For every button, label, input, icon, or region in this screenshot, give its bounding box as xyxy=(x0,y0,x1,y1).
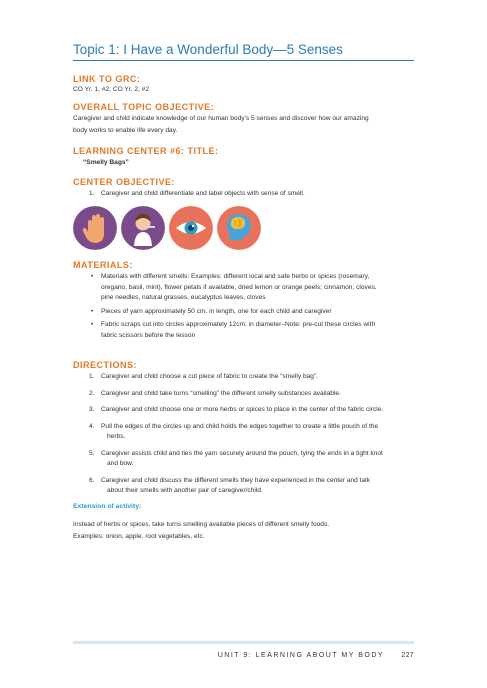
extension-heading: Extension of activity: xyxy=(73,503,142,510)
brain-head-icon xyxy=(217,206,261,250)
extension-line-2: Examples: onion, apple, root vegetables, etc. xyxy=(73,533,205,540)
overall-objective-line-2: body works to enable life every day. xyxy=(73,127,178,134)
link-to-grc-text: CO Yr. 1, #2; CO Yr. 2, #2 xyxy=(73,86,149,93)
learning-center-heading: LEARNING CENTER #6: TITLE: xyxy=(73,146,219,156)
materials-list xyxy=(83,272,413,341)
footer-unit-title: UNIT 9: LEARNING ABOUT MY BODY xyxy=(217,652,384,659)
directions-list xyxy=(83,372,413,497)
learning-center-title: “Smelly Bags” xyxy=(83,159,129,166)
eye-icon xyxy=(169,206,213,250)
footer-divider xyxy=(73,641,414,644)
list-item: • Materials with different smells: Examples: different local and safe herbs or spices (rosemary, oregano, basil, mint), flower petals if available, dried lemon or orange peels; cinnamon, cloves, pine needles, natural grasses, eucalyptus leaves, cloves xyxy=(91,273,377,301)
list-item: • Fabric scraps cut into circles approximately 12cm. in diameter–Note: pre-cut these circles with fabric scissors before the lesson xyxy=(91,321,376,339)
center-objective-heading: CENTER OBJECTIVE: xyxy=(73,177,176,187)
extension-line-1: Instead of herbs or spices, take turns smelling available pieces of different smelly foods. xyxy=(73,521,330,528)
list-item: 6. Caregiver and child discuss the different smells they have experienced in the center and talk about their smells with another pair of caregiver/child. xyxy=(89,476,370,494)
overall-objective-line-1: Caregiver and child indicate knowledge of our human body’s 5 senses and discover how our amazing xyxy=(73,115,369,122)
overall-objective-heading: OVERALL TOPIC OBJECTIVE: xyxy=(73,102,215,112)
materials-heading: MATERIALS: xyxy=(73,260,133,270)
list-item: 2. Caregiver and child take turns “smelling” the different smelly substances available. xyxy=(89,389,341,397)
list-item: 5. Caregiver assists child and ties the yarn securely around the pouch, tying the ends in a tight knot and bow. xyxy=(89,449,383,467)
link-to-grc-heading: LINK TO GRC: xyxy=(73,74,141,84)
hand-touch-icon xyxy=(73,206,117,250)
page-number: 227 xyxy=(401,652,414,659)
directions-heading: DIRECTIONS: xyxy=(73,360,137,370)
list-item: 1. Caregiver and child differentiate and label objects with sense of smell. xyxy=(89,190,305,197)
list-item: • Pieces of yarn approximately 50 cm. in length, one for each child and caregiver xyxy=(91,307,332,315)
page-title: Topic 1: I Have a Wonderful Body—5 Senses xyxy=(73,42,343,57)
title-divider xyxy=(73,60,414,61)
list-item: 4. Pull the edges of the circles up and child holds the edges together to create a little pouch of the herbs. xyxy=(89,422,379,440)
list-item: 3. Caregiver and child choose one or more herbs or spices to place in the center of the fabric circle. xyxy=(89,406,384,413)
page-footer xyxy=(218,652,414,659)
center-objective-list xyxy=(83,189,413,200)
child-tasting-icon xyxy=(121,206,165,250)
sense-icons xyxy=(73,206,261,252)
list-item: 1. Caregiver and child choose a cut piece of fabric to create the “smelly bag”. xyxy=(89,373,318,380)
